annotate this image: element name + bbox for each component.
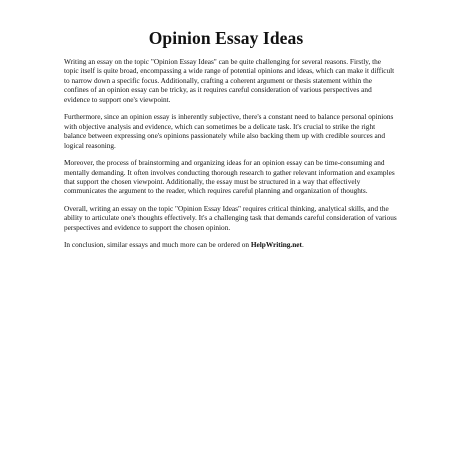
document-body <box>64 57 397 258</box>
conclusion-text: In conclusion, similar essays and much more can be ordered on <box>64 240 251 250</box>
paragraph-1: Writing an essay on the topic "Opinion Essay Ideas" can be quite challenging for several reasons. Firstly, the topic itself is quite broad, encompassing a wide range of potential opinions and ideas, which can make it difficult to narrow down a specific focus. Additionally, crafting a coherent argument or thesis statement within the confines of an opinion essay can be tricky, as it requires careful consideration of various perspectives and evidence to support one's viewpoint. <box>64 57 395 104</box>
conclusion-paragraph <box>64 240 397 249</box>
paragraph-2: Furthermore, since an opinion essay is inherently subjective, there's a constant need to balance personal opinions with objective analysis and evidence, which can sometimes be a delicate task. It's crucial to strike the right balance between expressing one's opinions passionately while also backing them up with credible sources and logical reasoning. <box>64 112 394 150</box>
paragraph-3: Moreover, the process of brainstorming and organizing ideas for an opinion essay can be time-consuming and mentally demanding. It often involves conducting thorough research to gather relevant information and examples that support the chosen viewpoint. Additionally, the essay must be structured in a way that effectively communicates the argument to the reader, which requires careful planning and organization of thoughts. <box>64 158 395 196</box>
document-title: Opinion Essay Ideas <box>148 28 304 48</box>
paragraph-4: Overall, writing an essay on the topic "Opinion Essay Ideas" requires critical thinking, analytical skills, and the ability to articulate one's thoughts effectively. It's a challenging task that demands careful consideration of various perspectives and evidence to support the chosen opinion. <box>64 203 397 232</box>
conclusion-period: . <box>301 240 304 250</box>
helpwriting-link[interactable]: HelpWriting.net <box>250 240 302 250</box>
